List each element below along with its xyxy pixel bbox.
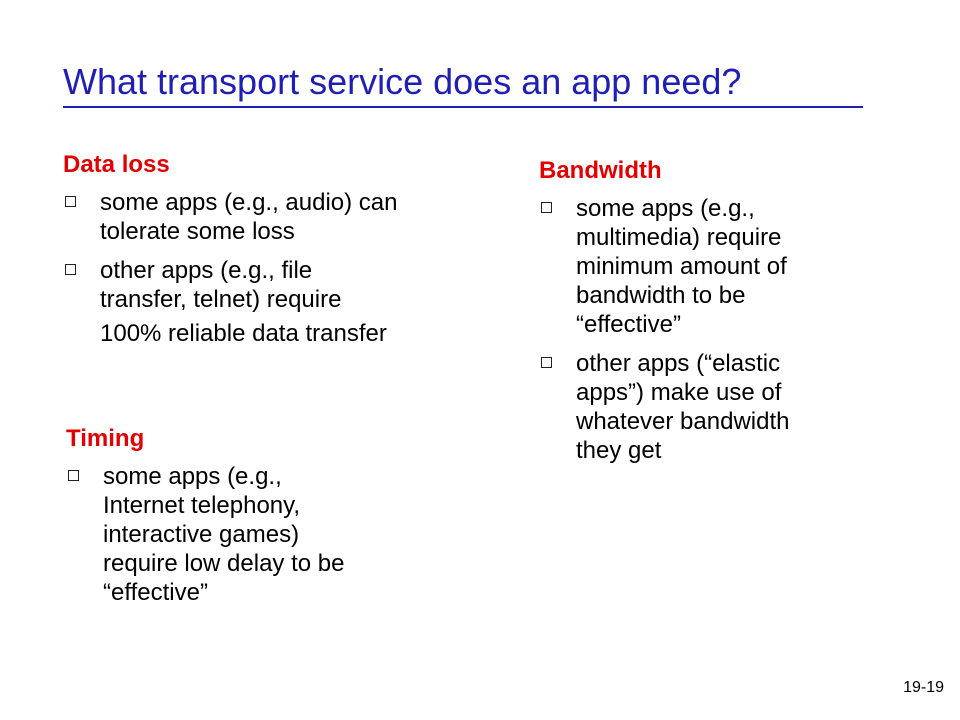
bandwidth-list	[539, 194, 789, 465]
bullet-line: multimedia) require	[576, 224, 782, 251]
bullet-line: tolerate some loss	[100, 218, 295, 245]
timing-list	[66, 462, 344, 607]
list-item	[63, 256, 398, 348]
bullet-line: some apps (e.g., audio) can	[100, 189, 398, 216]
list-item	[63, 188, 398, 246]
data-loss-heading: Data loss	[63, 151, 170, 178]
bullet-line: Internet telephony,	[103, 492, 301, 519]
data-loss-list	[63, 188, 398, 348]
bullet-line: whatever bandwidth	[576, 408, 790, 435]
bullet-line: other apps (e.g., file	[100, 257, 313, 284]
bullet-line: they get	[576, 437, 662, 464]
timing-section	[66, 424, 344, 607]
bullet-line: transfer, telnet) require	[100, 286, 342, 313]
square-bullet-icon	[65, 196, 76, 207]
bullet-line: 100% reliable data transfer	[100, 320, 387, 347]
square-bullet-icon	[541, 357, 552, 368]
page-number: 19-19	[903, 679, 944, 696]
square-bullet-icon	[541, 202, 552, 213]
list-item	[66, 462, 344, 607]
list-item	[539, 194, 789, 339]
bullet-line: require low delay to be	[103, 550, 345, 577]
bullet-line: interactive games)	[103, 521, 300, 548]
bullet-line: other apps (“elastic	[576, 350, 781, 377]
square-bullet-icon	[65, 264, 76, 275]
bandwidth-section	[539, 156, 789, 465]
bullet-line: “effective”	[103, 579, 208, 606]
timing-heading: Timing	[66, 425, 145, 452]
bullet-line: minimum amount of	[576, 253, 787, 280]
bullet-line: bandwidth to be	[576, 282, 746, 309]
slide-title: What transport service does an app need?	[63, 61, 742, 102]
bullet-line: some apps (e.g.,	[576, 195, 755, 222]
square-bullet-icon	[68, 470, 79, 481]
list-item	[539, 349, 789, 465]
data-loss-section	[63, 150, 398, 348]
bullet-line: “effective”	[576, 311, 681, 338]
bullet-line: apps”) make use of	[576, 379, 782, 406]
bullet-line: some apps (e.g.,	[103, 463, 282, 490]
bandwidth-heading: Bandwidth	[539, 157, 662, 184]
title-underline	[63, 106, 863, 108]
